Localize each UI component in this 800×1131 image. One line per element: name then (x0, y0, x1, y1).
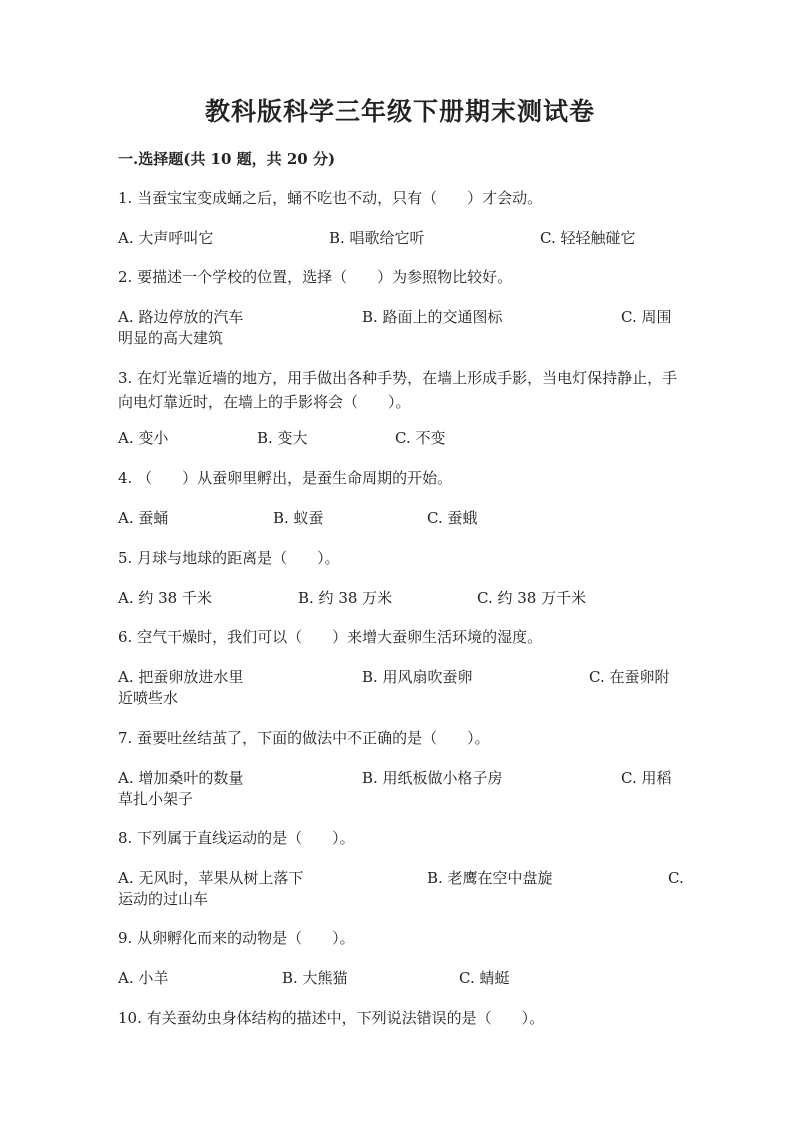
question-5: 5. 月球与地球的距离是（ ）。 (118, 549, 340, 567)
q5-option-b[interactable]: B. 约 38 万米 (298, 589, 393, 607)
q2-option-b[interactable]: B. 路面上的交通图标 (362, 308, 503, 326)
q2-option-c[interactable]: C. 周围 (621, 308, 672, 326)
q4-option-a[interactable]: A. 蚕蛹 (118, 509, 169, 527)
section-heading: 一.选择题(共 10 题，共 20 分) (118, 150, 336, 168)
q3-option-c[interactable]: C. 不变 (395, 429, 446, 447)
q2-option-a[interactable]: A. 路边停放的汽车 (118, 308, 244, 326)
q8-option-a[interactable]: A. 无风时，苹果从树上落下 (118, 869, 304, 887)
q6-option-a[interactable]: A. 把蚕卵放进水里 (118, 668, 244, 686)
q5-option-c[interactable]: C. 约 38 万千米 (477, 589, 587, 607)
q3-option-b[interactable]: B. 变大 (257, 429, 308, 447)
q1-option-b[interactable]: B. 唱歌给它听 (329, 229, 425, 247)
q8-option-b[interactable]: B. 老鹰在空中盘旋 (427, 869, 553, 887)
q1-option-a[interactable]: A. 大声呼叫它 (118, 229, 214, 247)
q7-option-a[interactable]: A. 增加桑叶的数量 (118, 769, 244, 787)
q3-option-a[interactable]: A. 变小 (118, 429, 169, 447)
question-7: 7. 蚕要吐丝结茧了，下面的做法中不正确的是（ ）。 (118, 729, 490, 747)
q8-option-c[interactable]: C. (668, 869, 684, 887)
question-4: 4. （ ）从蚕卵里孵出，是蚕生命周期的开始。 (118, 469, 453, 487)
question-10: 10. 有关蚕幼虫身体结构的描述中，下列说法错误的是（ ）。 (118, 1009, 545, 1027)
q4-option-b[interactable]: B. 蚁蚕 (273, 509, 324, 527)
q6-option-b[interactable]: B. 用风扇吹蚕卵 (362, 668, 473, 686)
q6-option-c[interactable]: C. 在蚕卵附 (589, 668, 670, 686)
q5-option-a[interactable]: A. 约 38 千米 (118, 589, 212, 607)
question-1: 1. 当蚕宝宝变成蛹之后，蛹不吃也不动，只有（ ）才会动。 (118, 189, 543, 207)
q8-option-c-continued: 运动的过山车 (118, 890, 209, 908)
question-8: 8. 下列属于直线运动的是（ ）。 (118, 829, 355, 847)
question-2: 2. 要描述一个学校的位置，选择（ ）为参照物比较好。 (118, 268, 513, 286)
q7-option-b[interactable]: B. 用纸板做小格子房 (362, 769, 503, 787)
question-9: 9. 从卵孵化而来的动物是（ ）。 (118, 929, 355, 947)
q9-option-c[interactable]: C. 蜻蜓 (459, 969, 510, 987)
question-6: 6. 空气干燥时，我们可以（ ）来增大蚕卵生活环境的湿度。 (118, 628, 543, 646)
q7-option-c-continued: 草扎小架子 (118, 790, 194, 808)
q9-option-a[interactable]: A. 小羊 (118, 969, 169, 987)
q7-option-c[interactable]: C. 用稻 (621, 769, 672, 787)
q1-option-c[interactable]: C. 轻轻触碰它 (540, 229, 636, 247)
q6-option-c-continued: 近喷些水 (118, 689, 179, 707)
q4-option-c[interactable]: C. 蚕蛾 (427, 509, 478, 527)
q2-option-c-continued: 明显的高大建筑 (118, 329, 224, 347)
q9-option-b[interactable]: B. 大熊猫 (282, 969, 348, 987)
exam-title: 教科版科学三年级下册期末测试卷 (204, 97, 595, 126)
question-3: 3. 在灯光靠近墙的地方，用手做出各种手势，在墙上形成手影，当电灯保持静止，手向电灯靠近时，在墙上的手影将会（ ）。 (118, 369, 678, 411)
